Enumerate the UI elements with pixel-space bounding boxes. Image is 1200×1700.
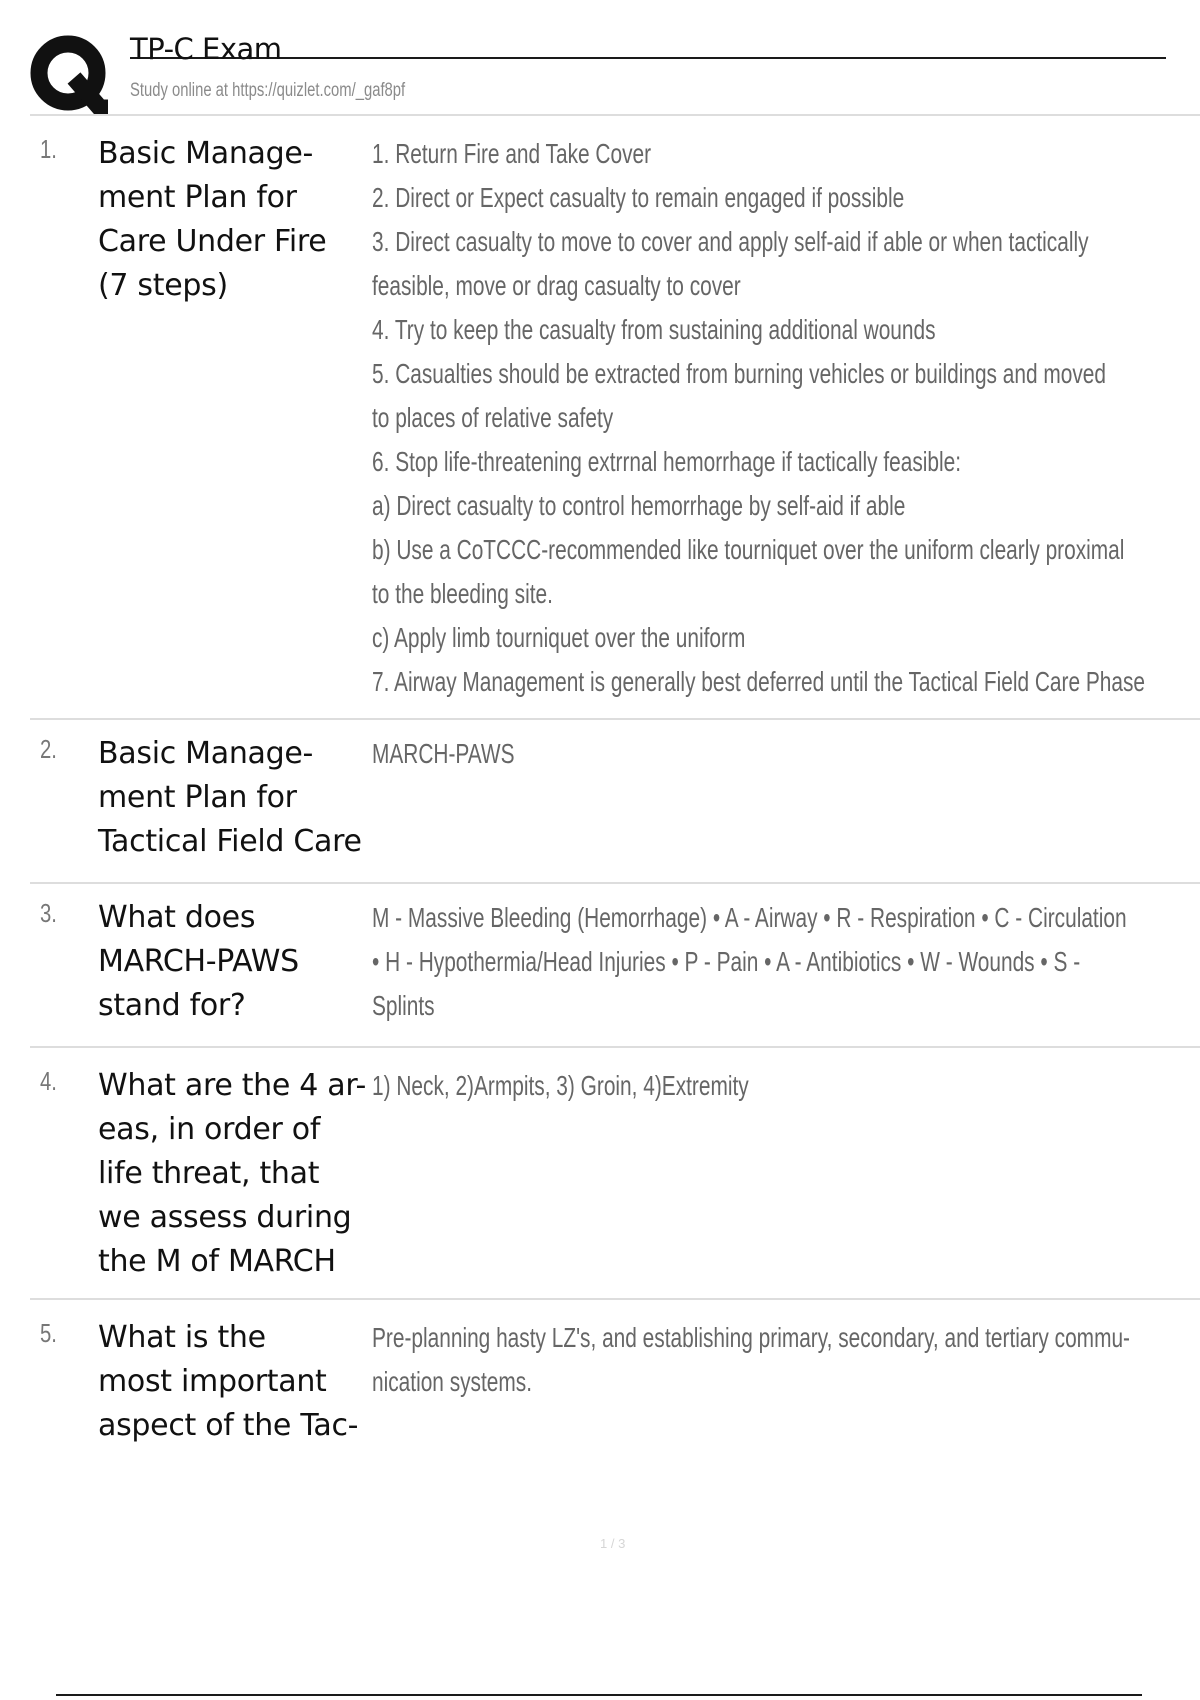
definition-line: Pre-planning hasty LZ's, and establishing primary, secondary, and tertiary commu-: [372, 1322, 1130, 1353]
flashcard-5: [30, 1300, 1200, 1450]
flashcard-1: [30, 124, 1200, 720]
term-line: Tactical Field Care: [98, 824, 362, 859]
card-definition: [372, 1316, 1130, 1404]
term-line: Basic Manage-: [98, 736, 314, 771]
term-line: Basic Manage-: [98, 136, 314, 171]
definition-line: 1) Neck, 2)Armpits, 3) Groin, 4)Extremity: [372, 1070, 749, 1101]
term-line: What are the 4 ar-: [98, 1068, 367, 1103]
term-line: we assess during: [98, 1200, 352, 1235]
card-term: [98, 1064, 370, 1284]
card-term: [98, 1316, 370, 1448]
card-number: 3.: [40, 898, 57, 928]
quizlet-logo-icon: [30, 34, 140, 116]
definition-line: nication systems.: [372, 1366, 532, 1397]
term-line: What is the: [98, 1320, 266, 1355]
card-number: 1.: [40, 134, 57, 164]
card-number: 5.: [40, 1318, 57, 1348]
card-term: [98, 732, 370, 864]
footer-divider: [56, 1694, 1142, 1696]
term-line: aspect of the Tac-: [98, 1408, 359, 1443]
card-number: 4.: [40, 1066, 57, 1096]
document-title: TP-C Exam: [130, 32, 282, 66]
definition-line: 2. Direct or Expect casualty to remain engaged if possible: [372, 182, 905, 213]
definition-line: 3. Direct casualty to move to cover and apply self-aid if able or when tactically: [372, 226, 1089, 257]
document-header: [30, 30, 1190, 120]
term-line: most important: [98, 1364, 327, 1399]
definition-line: a) Direct casualty to control hemorrhage by self-aid if able: [372, 490, 906, 521]
definition-line: 1. Return Fire and Take Cover: [372, 138, 652, 169]
definition-line: c) Apply limb tourniquet over the uniform: [372, 622, 746, 653]
card-definition: [372, 896, 1127, 1028]
flashcard-4: [30, 1048, 1200, 1300]
definition-line: • H - Hypothermia/Head Injuries • P - Pain • A - Antibiotics • W - Wounds • S -: [372, 946, 1081, 977]
card-definition: [372, 732, 1124, 776]
card-definition: [372, 132, 1146, 704]
flashcard-2: [30, 720, 1200, 884]
definition-line: 6. Stop life-threatening extrrnal hemorrhage if tactically feasible:: [372, 446, 962, 477]
flashcard-list: [30, 124, 1200, 1450]
term-line: stand for?: [98, 988, 246, 1023]
term-line: the M of MARCH: [98, 1244, 336, 1279]
definition-line: MARCH-PAWS: [372, 738, 515, 769]
term-line: ment Plan for: [98, 180, 297, 215]
term-line: life threat, that: [98, 1156, 320, 1191]
card-definition: [372, 1064, 1124, 1108]
title-strike-line: [130, 57, 1166, 59]
term-line: What does: [98, 900, 256, 935]
page-number: 1 / 3: [600, 1536, 626, 1551]
definition-line: 5. Casualties should be extracted from burning vehicles or buildings and moved: [372, 358, 1106, 389]
header-divider: [30, 114, 1200, 116]
definition-line: b) Use a CoTCCC-recommended like tourniquet over the uniform clearly proximal: [372, 534, 1125, 565]
definition-line: feasible, move or drag casualty to cover: [372, 270, 741, 301]
definition-line: 7. Airway Management is generally best deferred until the Tactical Field Care Phase: [372, 666, 1146, 697]
definition-line: 4. Try to keep the casualty from sustaining additional wounds: [372, 314, 936, 345]
definition-line: Splints: [372, 990, 435, 1021]
definition-line: to the bleeding site.: [372, 578, 553, 609]
definition-line: M - Massive Bleeding (Hemorrhage) • A - Airway • R - Respiration • C - Circulation: [372, 902, 1127, 933]
card-term: [98, 132, 370, 308]
term-line: ment Plan for: [98, 780, 297, 815]
term-line: (7 steps): [98, 268, 228, 303]
card-number: 2.: [40, 734, 57, 764]
study-online-link[interactable]: Study online at https://quizlet.com/_gaf8pf: [130, 80, 406, 101]
definition-line: to places of relative safety: [372, 402, 614, 433]
card-term: [98, 896, 370, 1028]
term-line: MARCH-PAWS: [98, 944, 299, 979]
flashcard-3: [30, 884, 1200, 1048]
term-line: eas, in order of: [98, 1112, 321, 1147]
term-line: Care Under Fire: [98, 224, 327, 259]
